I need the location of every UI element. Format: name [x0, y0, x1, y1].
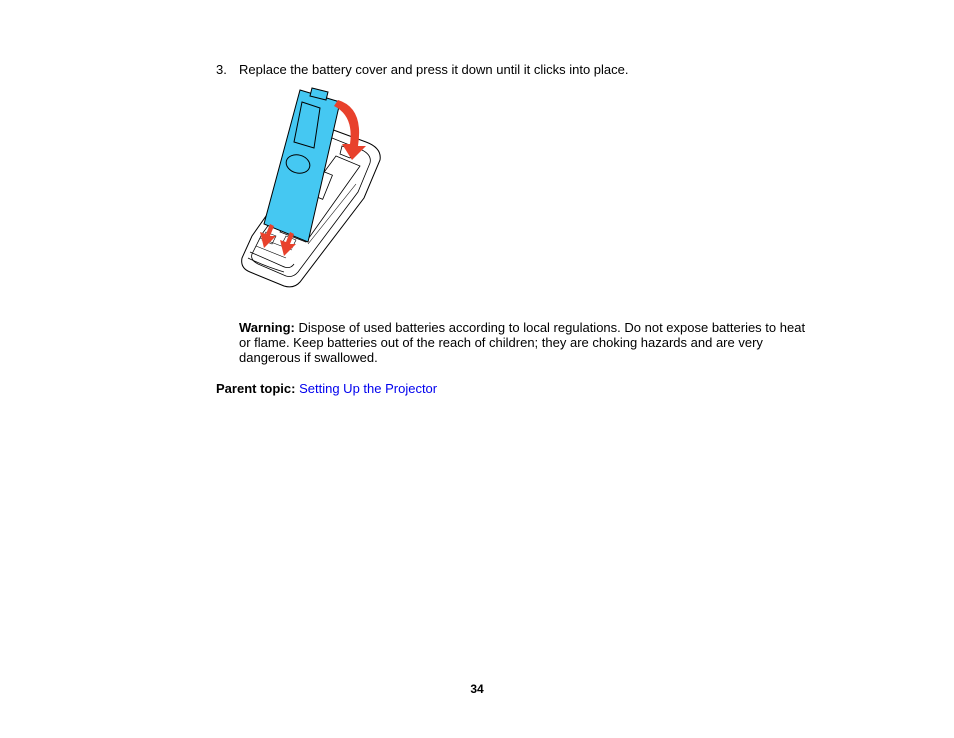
warning-note: [239, 320, 819, 365]
parent-topic-label: Parent topic:: [216, 381, 296, 396]
step-text: Replace the battery cover and press it down until it clicks into place.: [239, 62, 629, 77]
page-number: 34: [470, 682, 484, 696]
battery-cover-svg: [236, 86, 386, 290]
parent-topic-link[interactable]: Setting Up the Projector: [299, 381, 438, 396]
battery-cover-illustration: [236, 86, 386, 290]
step-number: 3.: [216, 62, 227, 77]
warning-label: Warning:: [239, 320, 295, 335]
warning-text: Dispose of used batteries according to local regulations. Do not expose batteries to heat or flame. Keep batteries out of the reach of children; they are choking hazards and are very dangerous if swallowed.: [239, 320, 806, 365]
step-3: [216, 61, 628, 78]
parent-topic: [216, 381, 437, 396]
